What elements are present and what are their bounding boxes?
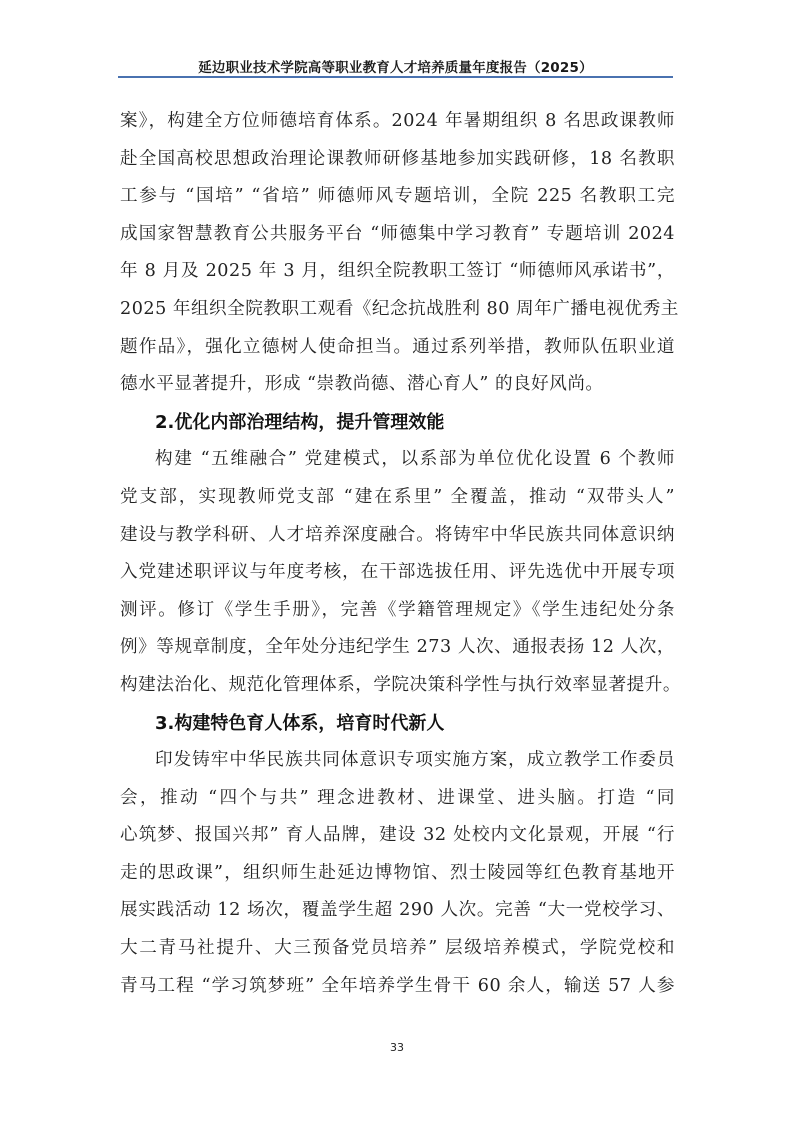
text-line: 构建 “五维融合” 党建模式，以系部为单位优化设置 6 个教师	[155, 449, 675, 470]
document-body	[120, 103, 681, 1005]
text-line: 德水平显著提升，形成 “崇教尚德、潜心育人” 的良好风尚。	[120, 374, 604, 395]
text-line: 建设与教学科研、人才培养深度融合。将铸牢中华民族共同体意识纳	[120, 524, 675, 545]
paragraph-education-system	[120, 742, 675, 1005]
text-line: 青马工程 “学习筑梦班” 全年培养学生骨干 60 余人，输送 57 人参	[120, 975, 675, 996]
text-line: 例》等规章制度，全年处分违纪学生 273 人次、通报表扬 12 人次，	[120, 637, 675, 658]
text-line: 会，推动 “四个与共” 理念进教材、进课堂、进头脑。打造 “同	[120, 787, 675, 808]
paragraph-teacher-ethics	[120, 103, 679, 404]
text-line: 展实践活动 12 场次，覆盖学生超 290 人次。完善 “大一党校学习、	[120, 900, 675, 921]
text-line: 工参与 “国培” “省培” 师德师风专题培训，全院 225 名教职工完	[120, 186, 675, 207]
text-line: 年 8 月及 2025 年 3 月，组织全院教职工签订 “师德师风承诺书”，	[120, 261, 675, 282]
text-line: 测评。修订《学生手册》，完善《学籍管理规定》《学生违纪处分条	[120, 599, 675, 620]
text-line: 党支部，实现教师党支部 “建在系里” 全覆盖，推动 “双带头人”	[120, 486, 675, 507]
text-line: 题作品》，强化立德树人使命担当。通过系列举措，教师队伍职业道	[120, 336, 675, 357]
text-line: 赴全国高校思想政治理论课教师研修基地参加实践研修，18 名教职	[120, 148, 675, 169]
text-line: 2025 年组织全院教职工观看《纪念抗战胜利 80 周年广播电视优秀主	[120, 298, 679, 319]
text-line: 成国家智慧教育公共服务平台 “师德集中学习教育” 专题培训 2024	[120, 223, 675, 244]
section-heading-governance: 2.优化内部治理结构，提升管理效能	[155, 411, 445, 433]
paragraph-governance	[120, 441, 681, 704]
text-line: 大二青马社提升、大三预备党员培养” 层级培养模式，学院党校和	[120, 938, 675, 959]
text-line: 印发铸牢中华民族共同体意识专项实施方案，成立教学工作委员	[155, 750, 675, 771]
section-heading-education-system: 3.构建特色育人体系，培育时代新人	[155, 712, 445, 734]
report-title: 延边职业技术学院高等职业教育人才培养质量年度报告（2025）	[198, 60, 593, 76]
text-line: 构建法治化、规范化管理体系，学院决策科学性与执行效率显著提升。	[120, 674, 681, 695]
text-line: 心筑梦、报国兴邦” 育人品牌，建设 32 处校内文化景观，开展 “行	[120, 825, 675, 846]
text-line: 入党建述职评议与年度考核，在干部选拔任用、评先选优中开展专项	[120, 562, 675, 583]
text-line: 走的思政课”，组织师生赴延边博物馆、烈士陵园等红色教育基地开	[120, 862, 675, 883]
text-line: 案》，构建全方位师德培育体系。2024 年暑期组织 8 名思政课教师	[120, 111, 675, 131]
page-number: 33	[390, 1041, 404, 1054]
header-divider	[118, 76, 673, 78]
